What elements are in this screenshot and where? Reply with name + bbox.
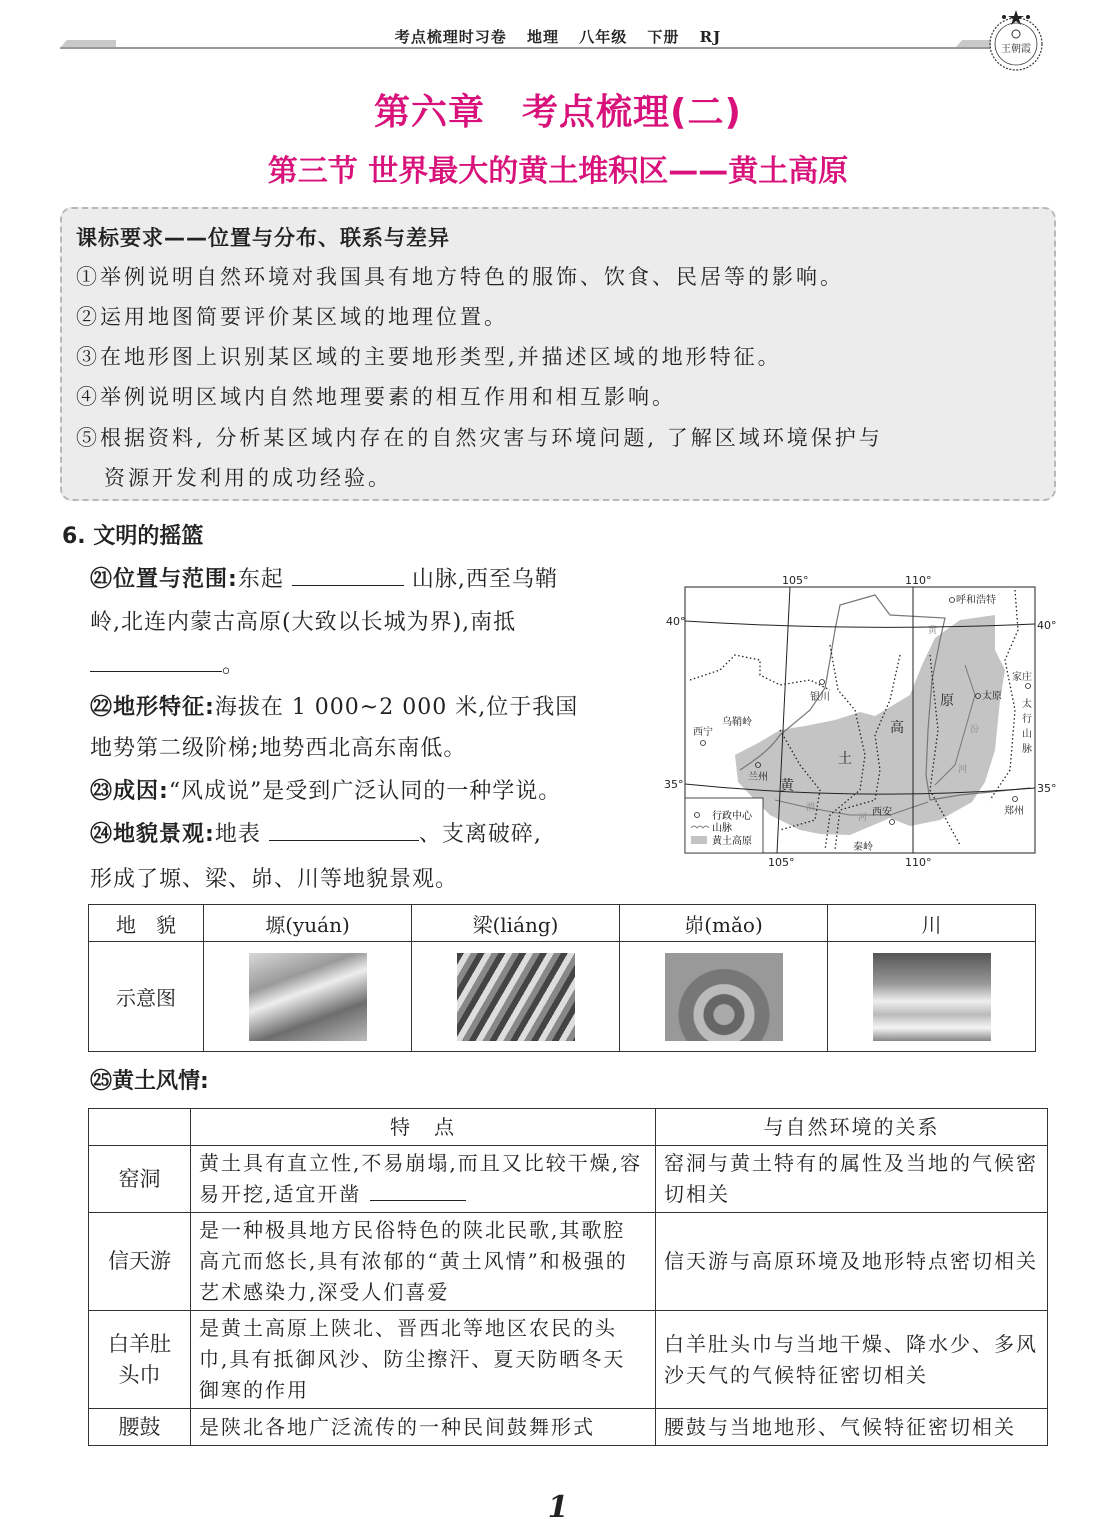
publisher-logo [986, 8, 1046, 72]
landscape-line-2: 形成了塬、梁、峁、川等地貌景观。 [90, 867, 459, 892]
origin-line [90, 774, 561, 805]
landforms-table [88, 904, 1036, 1052]
relation-cell: 白羊肚头巾与当地干燥、降水少、多风沙天气的气候特征密切相关 [656, 1311, 1048, 1409]
mountain-label: 太 [1022, 699, 1032, 710]
table-row [89, 1213, 1048, 1311]
text: 。 [222, 653, 246, 678]
region-label: 黄 [780, 778, 794, 794]
column-header: 塬(yuán) [204, 905, 412, 942]
table-row [89, 905, 1036, 942]
table-row [89, 1109, 1048, 1146]
table-row [89, 1311, 1048, 1409]
row-name: 信天游 [89, 1213, 191, 1311]
mountain-label: 秦岭 [853, 842, 873, 853]
yuan-photo [249, 953, 367, 1041]
photo-cell [204, 942, 412, 1052]
row-name: 腰鼓 [89, 1409, 191, 1446]
table-row [89, 1146, 1048, 1213]
section-25-heading: ㉕黄土风情: [90, 1069, 209, 1094]
row-name: 窑洞 [89, 1146, 191, 1213]
city-label: 郑州 [1004, 806, 1024, 817]
terrain-line-2: 地势第二级阶梯;地势西北高东南低。 [90, 736, 467, 761]
requirement-item: 资源开发利用的成功经验。 [104, 466, 392, 490]
answer-blank[interactable] [292, 566, 404, 586]
svg-text:王朝霞: 王朝霞 [1001, 44, 1031, 55]
mao-photo [665, 953, 783, 1041]
legend-label: 行政中心 [712, 811, 752, 822]
mountain-label: 行 [1022, 714, 1032, 725]
requirement-item: ③在地形图上识别某区域的主要地形类型,并描述区域的地形特征。 [76, 345, 782, 369]
river-label: 渭 [806, 803, 816, 813]
river-label: 河 [858, 813, 868, 823]
header-rule [60, 47, 990, 49]
table-row [89, 1409, 1048, 1446]
location-line-3 [90, 648, 245, 679]
feature-cell: 是黄土高原上陕北、晋西北等地区农民的头巾,具有抵御风沙、防尘擦汗、夏天防晒冬天御寒的作用 [191, 1311, 656, 1409]
feature-cell: 是陕北各地广泛流传的一种民间鼓舞形式 [191, 1409, 656, 1446]
row-header: 地 貌 [89, 905, 204, 942]
section-title: 第三节 世界最大的黄土堆积区——黄土高原 [267, 154, 849, 189]
loess-culture-table [88, 1108, 1048, 1446]
river-label: 河 [958, 765, 968, 775]
region-label: 土 [838, 751, 852, 767]
loess-plateau-map [660, 570, 1060, 870]
feature-cell: 是一种极具地方民俗特色的陕北民歌,其歌腔高亢而悠长,具有浓郁的“黄土风情”和极强的艺术感染力,深受人们喜爱 [191, 1213, 656, 1311]
page-number: 1 [547, 1490, 569, 1525]
text: 、支离破碎, [418, 822, 542, 847]
answer-blank[interactable] [269, 821, 419, 841]
text: 山脉,西至乌鞘 [411, 567, 558, 592]
lat-label: 40° [1037, 619, 1057, 632]
text: 东起 [237, 567, 284, 592]
lat-label: 35° [664, 778, 684, 791]
landscape-line-1 [90, 817, 542, 848]
location-line-1 [90, 562, 558, 593]
chapter-title: 第六章 考点梳理(二) [374, 92, 742, 133]
point-24-label: ㉔地貌景观: [90, 822, 215, 847]
city-label: 银川 [810, 692, 830, 703]
terrain-line-1 [90, 690, 578, 721]
row-header: 示意图 [89, 942, 204, 1052]
column-header: 与自然环境的关系 [656, 1109, 1048, 1146]
lat-label: 35° [1037, 782, 1057, 795]
point-21-label: ㉑位置与范围: [90, 567, 238, 592]
lon-label: 105° [768, 856, 795, 869]
requirement-item: ⑤根据资料, 分析某区域内存在的自然灾害与环境问题, 了解区域环境保护与 [76, 426, 883, 450]
city-label: 西安 [872, 807, 892, 818]
chuan-photo [873, 953, 991, 1041]
mountain-label: 脉 [1022, 744, 1032, 755]
answer-blank[interactable] [90, 652, 222, 672]
city-label: 太原 [982, 691, 1002, 702]
region-label: 高 [890, 720, 904, 736]
lon-label: 110° [905, 574, 932, 587]
mountain-label: 乌鞘岭 [722, 717, 752, 728]
river-label: 汾 [970, 725, 980, 735]
photo-cell [828, 942, 1036, 1052]
requirement-item: ①举例说明自然环境对我国具有地方特色的服饰、饮食、民居等的影响。 [76, 265, 844, 289]
book-info: 考点梳理时习卷 地理 八年级 下册 RJ [394, 28, 722, 46]
legend-label: 山脉 [712, 823, 732, 834]
city-label: 呼和浩特 [956, 595, 996, 606]
requirement-item: ④举例说明区域内自然地理要素的相互作用和相互影响。 [76, 385, 676, 409]
relation-cell: 腰鼓与当地地形、气候特征密切相关 [656, 1409, 1048, 1446]
column-header: 川 [828, 905, 1036, 942]
relation-cell: 窑洞与黄土特有的属性及当地的气候密切相关 [656, 1146, 1048, 1213]
column-header: 梁(liáng) [412, 905, 620, 942]
river-label: 黄 [928, 626, 938, 636]
city-label: 西宁 [693, 727, 713, 738]
feature-text: 黄土具有直立性,不易崩塌,而且又比较干燥,容易开挖,适宜开凿 [199, 1151, 643, 1206]
point-23-label: ㉓成因: [90, 779, 169, 804]
map-legend [685, 798, 763, 853]
region-label: 原 [940, 693, 954, 709]
answer-blank[interactable] [370, 1181, 466, 1201]
lon-label: 110° [905, 856, 932, 869]
lon-label: 105° [782, 574, 809, 587]
requirement-item: ②运用地图简要评价某区域的地理位置。 [76, 305, 508, 329]
column-header: 峁(mǎo) [620, 905, 828, 942]
feature-cell [191, 1146, 656, 1213]
text: 地表 [214, 822, 261, 847]
city-label: 家庄 [1012, 672, 1032, 683]
table-row [89, 942, 1036, 1052]
photo-cell [620, 942, 828, 1052]
city-label: 兰州 [748, 772, 768, 783]
point-22-label: ㉒地形特征: [90, 695, 215, 720]
column-header: 特 点 [191, 1109, 656, 1146]
requirements-heading: 课标要求——位置与分布、联系与差异 [76, 226, 450, 250]
liang-photo [457, 953, 575, 1041]
legend-label: 黄土高原 [712, 836, 752, 847]
loess-swatch-icon [691, 836, 707, 844]
relation-cell: 信天游与高原环境及地形特点密切相关 [656, 1213, 1048, 1311]
lat-label: 40° [666, 615, 686, 628]
row-name: 白羊肚头巾 [89, 1311, 191, 1409]
mountain-label: 山 [1022, 729, 1032, 740]
column-header [89, 1109, 191, 1146]
section-6-heading: 6. 文明的摇篮 [62, 524, 204, 549]
location-line-2: 岭,北连内蒙古高原(大致以长城为界),南抵 [90, 610, 517, 635]
text: 海拔在 1 000~2 000 米,位于我国 [214, 695, 579, 720]
photo-cell [412, 942, 620, 1052]
text: “风成说”是受到广泛认同的一种学说。 [168, 779, 562, 804]
